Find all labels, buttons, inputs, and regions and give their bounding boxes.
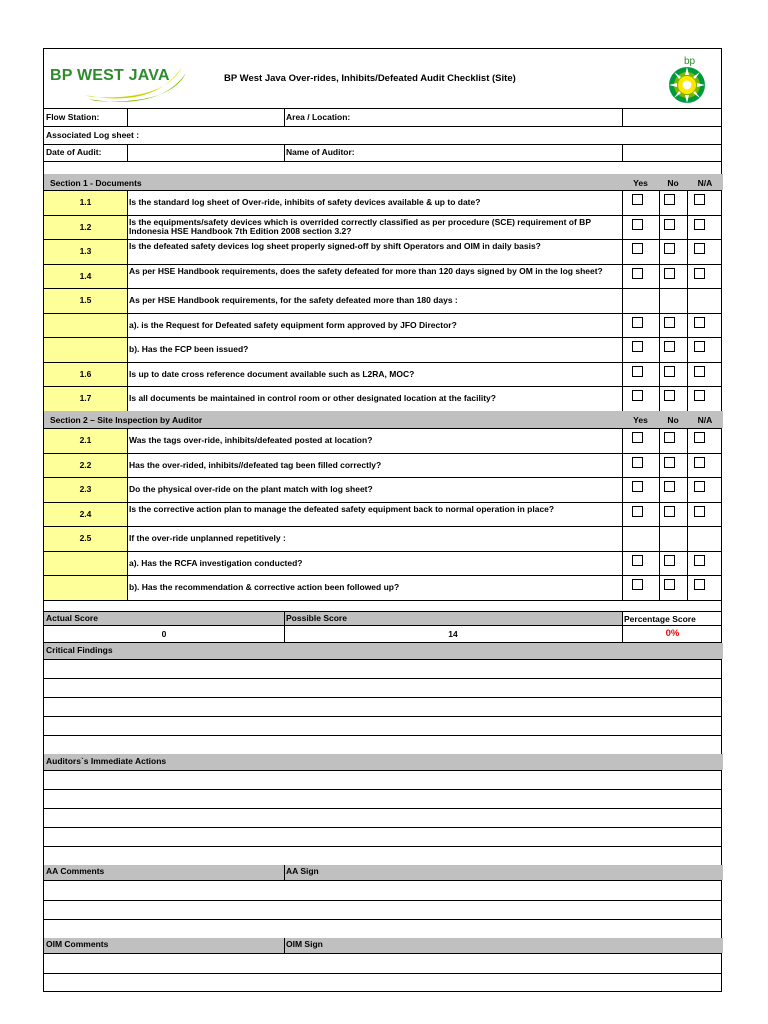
checkbox-no[interactable]	[664, 432, 675, 443]
flow-station-label: Flow Station:	[46, 112, 100, 122]
aa-comments-label: AA Comments	[46, 866, 105, 876]
checkbox-na[interactable]	[694, 506, 705, 517]
question-text: As per HSE Handbook requirements, does the safety defeated for more than 120 days signed by OM in the log sheet?	[129, 265, 603, 276]
question-text: b). Has the recommendation & corrective action been followed up?	[129, 582, 400, 593]
question-text: Do the physical over-ride on the plant match with log sheet?	[129, 484, 373, 495]
possible-score-value: 14	[448, 629, 458, 639]
item-number: 1.3	[79, 246, 92, 257]
checkbox-no[interactable]	[664, 390, 675, 401]
question-text: Is the corrective action plan to manage the defeated safety equipment back to normal operation in place?	[129, 503, 555, 514]
checkbox-na[interactable]	[694, 555, 705, 566]
section-2-no-header: No	[667, 415, 679, 425]
associated-log-label: Associated Log sheet :	[46, 130, 140, 140]
checkbox-na[interactable]	[694, 243, 705, 254]
checkbox-no[interactable]	[664, 268, 675, 279]
checkbox-na[interactable]	[694, 579, 705, 590]
section-1-na-header: N/A	[697, 178, 713, 188]
checkbox-no[interactable]	[664, 243, 675, 254]
critical-findings-label: Critical Findings	[46, 645, 113, 655]
checkbox-na[interactable]	[694, 341, 705, 352]
checkbox-no[interactable]	[664, 341, 675, 352]
aa-sign-label: AA Sign	[286, 866, 319, 876]
auditors-actions-label: Auditors`s Immediate Actions	[46, 756, 167, 766]
checkbox-no[interactable]	[664, 457, 675, 468]
checkbox-yes[interactable]	[632, 555, 643, 566]
item-number: 1.6	[79, 368, 92, 379]
section-2-na-header: N/A	[697, 415, 713, 425]
checkbox-na[interactable]	[694, 194, 705, 205]
item-number-cell	[44, 576, 127, 600]
bp-helios-logo	[661, 55, 711, 107]
oim-sign-label: OIM Sign	[286, 939, 323, 949]
section-2-title: Section 2 – Site Inspection by Auditor	[50, 415, 203, 425]
section-2-yes-header: Yes	[633, 415, 648, 425]
item-number-cell	[44, 338, 127, 362]
bp-west-java-logo	[44, 49, 194, 109]
question-text: b). Has the FCP been issued?	[129, 344, 249, 355]
checkbox-yes[interactable]	[632, 268, 643, 279]
question-text: a). is the Request for Defeated safety equipment form approved by JFO Director?	[129, 319, 457, 330]
item-number: 1.7	[79, 393, 92, 404]
question-text: Is all documents be maintained in control room or other designated location at the facility?	[129, 393, 496, 404]
checkbox-na[interactable]	[694, 317, 705, 328]
checkbox-yes[interactable]	[632, 366, 643, 377]
item-number: 1.5	[79, 295, 92, 306]
item-number-cell	[44, 552, 127, 576]
checkbox-yes[interactable]	[632, 317, 643, 328]
checkbox-yes[interactable]	[632, 390, 643, 401]
checkbox-yes[interactable]	[632, 194, 643, 205]
item-number: 2.5	[79, 533, 92, 544]
question-text: Was the tags over-ride, inhibits/defeated posted at location?	[129, 435, 373, 446]
item-number: 1.4	[79, 270, 92, 281]
name-of-auditor-label: Name of Auditor:	[286, 147, 355, 157]
item-number: 2.4	[79, 508, 92, 519]
checkbox-no[interactable]	[664, 481, 675, 492]
oim-comments-label: OIM Comments	[46, 939, 109, 949]
date-of-audit-label: Date of Audit:	[46, 147, 102, 157]
item-number: 1.2	[79, 221, 92, 232]
checkbox-yes[interactable]	[632, 432, 643, 443]
section-1-yes-header: Yes	[633, 178, 648, 188]
item-number: 2.1	[79, 435, 92, 446]
percentage-score-value: 0%	[665, 628, 680, 639]
area-location-label: Area / Location:	[286, 112, 351, 122]
checkbox-no[interactable]	[664, 506, 675, 517]
aa-header	[44, 865, 723, 880]
checkbox-na[interactable]	[694, 481, 705, 492]
checkbox-yes[interactable]	[632, 506, 643, 517]
question-text: If the over-ride unplanned repetitively :	[129, 533, 286, 544]
section-1-no-header: No	[667, 178, 679, 188]
item-number-cell	[44, 314, 127, 338]
question-text: Is the equipments/safety devices which is overrided correctly classified as per procedure (SCE) requirement of BP Indonesia HSE Handbook 7th Edition 2008 section 3.2?	[129, 216, 591, 236]
checkbox-yes[interactable]	[632, 579, 643, 590]
page-title: BP West Java Over-rides, Inhibits/Defeated Audit Checklist (Site)	[224, 73, 516, 84]
audit-checklist-sheet	[43, 48, 722, 992]
helios-icon	[661, 55, 711, 107]
checkbox-yes[interactable]	[632, 457, 643, 468]
checkbox-na[interactable]	[694, 219, 705, 230]
question-text: Has the over-rided, inhibits//defeated tag been filled correctly?	[129, 459, 382, 470]
logo-text: BP WEST JAVA	[50, 67, 170, 84]
checkbox-na[interactable]	[694, 268, 705, 279]
checkbox-yes[interactable]	[632, 243, 643, 254]
critical-findings-header	[44, 643, 723, 659]
checkbox-na[interactable]	[694, 390, 705, 401]
question-text: Is the standard log sheet of Over-ride, inhibits of safety devices available & up to date?	[129, 197, 481, 208]
question-text: Is up to date cross reference document available such as L2RA, MOC?	[129, 368, 415, 379]
oim-header	[44, 938, 723, 953]
checkbox-na[interactable]	[694, 457, 705, 468]
question-text: a). Has the RCFA investigation conducted?	[129, 557, 303, 568]
percentage-score-label: Percentage Score	[624, 614, 696, 624]
checkbox-na[interactable]	[694, 366, 705, 377]
question-text: Is the defeated safety devices log sheet properly signed-off by shift Operators and OIM in daily basis?	[129, 241, 541, 251]
checkbox-no[interactable]	[664, 579, 675, 590]
bp-mark-text: bp	[684, 56, 696, 67]
item-number: 1.1	[79, 197, 92, 208]
question-text: As per HSE Handbook requirements, for the safety defeated more than 180 days :	[129, 295, 458, 306]
checkbox-na[interactable]	[694, 432, 705, 443]
section-1-title: Section 1 - Documents	[50, 178, 142, 188]
checkbox-no[interactable]	[664, 219, 675, 230]
checkbox-yes[interactable]	[632, 341, 643, 352]
actual-score-value: 0	[161, 629, 167, 639]
checkbox-yes[interactable]	[632, 219, 643, 230]
checkbox-no[interactable]	[664, 194, 675, 205]
item-number: 2.2	[79, 459, 92, 470]
checkbox-no[interactable]	[664, 366, 675, 377]
checkbox-no[interactable]	[664, 317, 675, 328]
actual-score-label: Actual Score	[46, 613, 98, 623]
checkbox-yes[interactable]	[632, 481, 643, 492]
checkbox-no[interactable]	[664, 555, 675, 566]
possible-score-label: Possible Score	[286, 613, 347, 623]
item-number: 2.3	[79, 484, 92, 495]
